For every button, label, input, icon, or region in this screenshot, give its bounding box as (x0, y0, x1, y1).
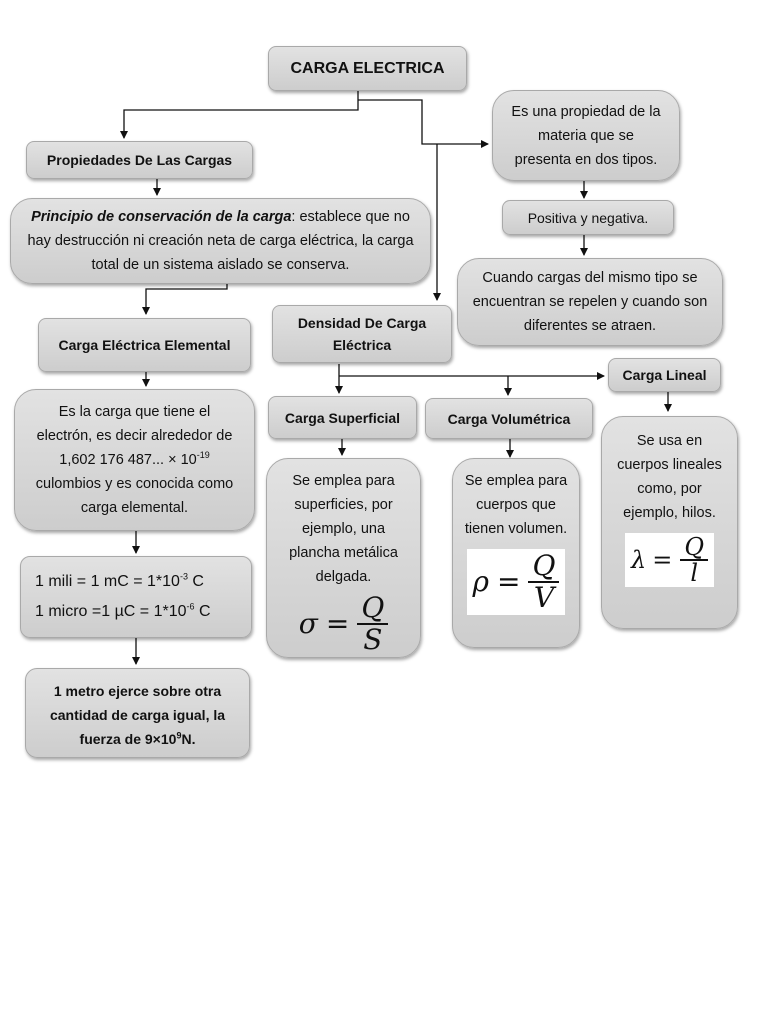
lineal-node (608, 358, 721, 392)
cuando-node (457, 258, 723, 346)
superficial-desc: Se emplea para superficies, por ejemplo, una plancha metálica delgada. (289, 473, 398, 585)
arrow-title-to-propiedad (358, 100, 488, 144)
sigma-denominator: S (363, 623, 383, 656)
units-micro-post: C (194, 603, 211, 620)
units-micro-pre: 1 micro =1 µC = 1*10 (35, 603, 187, 620)
lambda-equals: = (652, 546, 673, 574)
propiedad-node (492, 90, 680, 181)
elemental-desc-pre: Es la carga que tiene el electrón, es decir alrededor de 1,602 176 487... × 10 (36, 404, 233, 468)
lineal-desc: Se usa en cuerpos lineales como, por ejemplo, hilos. (617, 433, 722, 521)
metro-pre: 1 metro ejerce sobre otra cantidad de carga igual, la fuerza de 9×10 (49, 683, 226, 747)
densidad-text: Densidad De Carga Eléctrica (297, 315, 427, 353)
lambda-symbol: λ (630, 546, 647, 574)
elemental-desc-node (14, 389, 255, 531)
superficial-title: Carga Superficial (284, 409, 401, 426)
units-mili-exp: -3 (179, 571, 188, 582)
units-micro (35, 597, 211, 627)
superficial-desc-node (266, 458, 421, 658)
units-micro-exp: -6 (186, 601, 195, 612)
principio-colon: : (291, 209, 296, 225)
units-node (20, 556, 252, 638)
positiva-node (502, 200, 674, 235)
elemental-desc-post: culombios y es conocida como carga elemental. (35, 476, 234, 516)
rho-fraction (528, 551, 559, 613)
propiedades-node (26, 141, 253, 179)
units-mili-post: C (187, 573, 204, 590)
superficial-node (268, 396, 417, 439)
volumetrica-node (425, 398, 593, 439)
title-text: CARGA ELECTRICA (290, 59, 445, 77)
rho-equals: = (497, 565, 521, 598)
densidad-node (272, 305, 452, 363)
elemental-node (38, 318, 251, 372)
sigma-fraction (357, 593, 388, 655)
rho-numerator: Q (528, 551, 559, 583)
lambda-fraction (680, 535, 708, 585)
lineal-title: Carga Lineal (622, 367, 707, 383)
sigma-symbol: σ (298, 607, 318, 640)
lineal-desc-node (601, 416, 738, 629)
units-mili (35, 567, 204, 597)
lambda-denominator: l (690, 559, 698, 587)
propiedades-text: Propiedades De Las Cargas (46, 152, 233, 168)
metro-node (25, 668, 250, 758)
propiedad-text: Es una propiedad de la materia que se presenta en dos tipos. (511, 103, 661, 168)
sigma-formula (299, 593, 389, 655)
positiva-text: Positiva y negativa. (527, 209, 649, 226)
cuando-text: Cuando cargas del mismo tipo se encuentran se repelen y cuando son diferentes se atraen. (472, 270, 708, 334)
principio-text: establece que no hay destrucción ni creación neta de carga eléctrica, la carga total de un sistema aislado se conserva. (27, 209, 414, 273)
principio-node (10, 198, 431, 284)
elemental-title: Carga Eléctrica Elemental (58, 337, 231, 353)
rho-symbol: ρ (472, 565, 490, 598)
metro-post: N. (181, 731, 196, 747)
rho-denominator: V (533, 581, 555, 614)
arrow-principio-to-elemental (146, 283, 227, 314)
arrow-title-to-propiedades (124, 90, 358, 138)
volumetrica-desc-node (452, 458, 580, 648)
principio-lead: Principio de conservación de la carga (31, 209, 292, 225)
lambda-formula (625, 533, 714, 587)
units-mili-pre: 1 mili = 1 mC = 1*10 (35, 573, 180, 590)
sigma-equals: = (325, 607, 350, 640)
volumetrica-desc: Se emplea para cuerpos que tienen volumen. (464, 473, 568, 537)
metro-exp: 9 (176, 730, 182, 741)
volumetrica-title: Carga Volumétrica (447, 410, 571, 427)
title-node (268, 46, 467, 91)
sigma-numerator: Q (357, 593, 388, 625)
elemental-desc-exp: -19 (196, 450, 210, 461)
lambda-numerator: Q (680, 535, 708, 561)
rho-formula (467, 549, 566, 615)
